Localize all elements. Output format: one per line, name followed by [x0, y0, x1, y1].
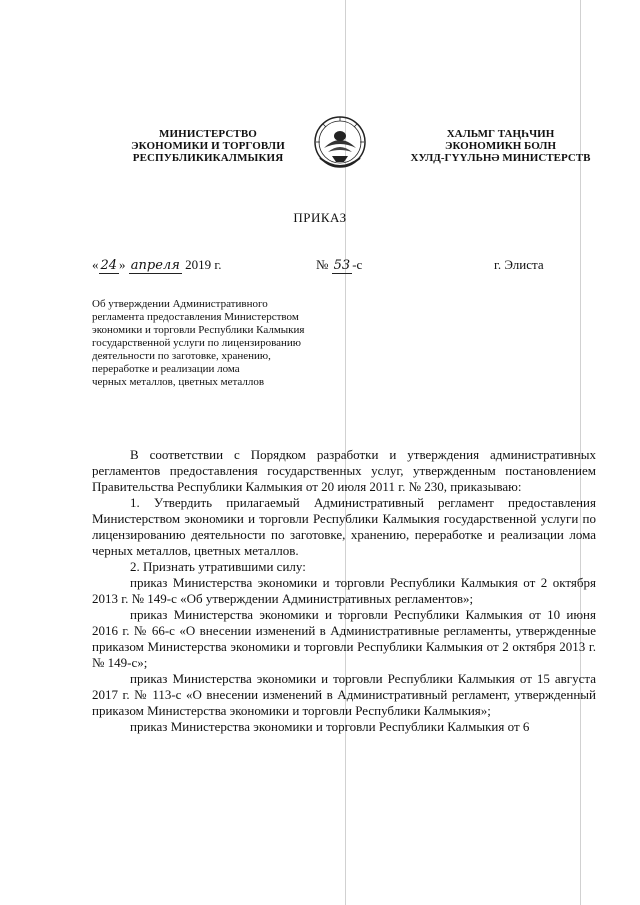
paragraph-repealed-4: приказ Министерства экономики и торговли Республики Калмыкия от 6 — [130, 719, 530, 734]
order-subject: Об утверждении Административного регламента предоставления Министерством экономики и торговли Республики Калмыкия государственной услуги по лицензированию деятельности по заготовке, хранению, переработке и реализации лома черных металлов, цветных металлов — [92, 298, 305, 388]
order-body — [92, 447, 596, 735]
paragraph-item-1: 1. Утвердить прилагаемый Административный регламент предоставления Министерством экономики и торговли Республики Калмыкия государственной услуги по лицензированию деятельности по заготовке, хранению, переработке и реализации лома черных металлов, цветных металлов. — [92, 495, 596, 558]
ministry-name-russian: МИНИСТЕРСТВО ЭКОНОМИКИ И ТОРГОВЛИ РЕСПУБЛИКИКАЛМЫКИЯ — [131, 128, 285, 164]
document-title: ПРИКАЗ — [293, 210, 347, 225]
order-date: « 24 » апреля 2019 г. — [92, 257, 222, 273]
date-day: 24 — [100, 258, 118, 273]
paragraph-repealed-3: приказ Министерства экономики и торговли Республики Калмыкия от 15 августа 2017 г. № 113-с «О внесении изменений в Административный регламент, утвержденный приказом Министерства экономики и торговли Республики Калмыкия»; — [92, 671, 596, 718]
date-year: 2019 г. — [185, 257, 222, 272]
paragraph-repealed-1: приказ Министерства экономики и торговли Республики Калмыкия от 2 октября 2013 г. № 149-с «Об утверждении Административных регламентов»; — [92, 575, 596, 606]
ministry-name-kalmyk: ХАЛЬМГ ТАҢҺЧИН ЭКОНОМИКН БОЛН ХУЛД-ГҮҮЛЬНӘ МИНИСТЕРСТВ — [410, 128, 591, 164]
order-number: № 53 -с — [316, 257, 363, 273]
coat-of-arms-emblem — [310, 112, 370, 176]
order-number-value: 53 — [333, 258, 351, 273]
paragraph-item-2: 2. Признать утратившими силу: — [130, 559, 306, 574]
paragraph-repealed-2: приказ Министерства экономики и торговли Республики Калмыкия от 10 июня 2016 г. № 66-с «О внесении изменений в Административные регламенты, утвержденные приказом Министерства экономики и торговли Республики Калмыкия от 2 октября 2013 г. № 149-с»; — [92, 607, 596, 670]
paragraph-preamble: В соответствии с Порядком разработки и утверждения административных регламентов предоставления государственных услуг, утвержденным постановлением Правительства Республики Калмыкия от 20 июля 2011 г. № 230, приказываю: — [92, 447, 596, 494]
date-month: апреля — [130, 258, 180, 273]
order-city: г. Элиста — [494, 257, 544, 272]
